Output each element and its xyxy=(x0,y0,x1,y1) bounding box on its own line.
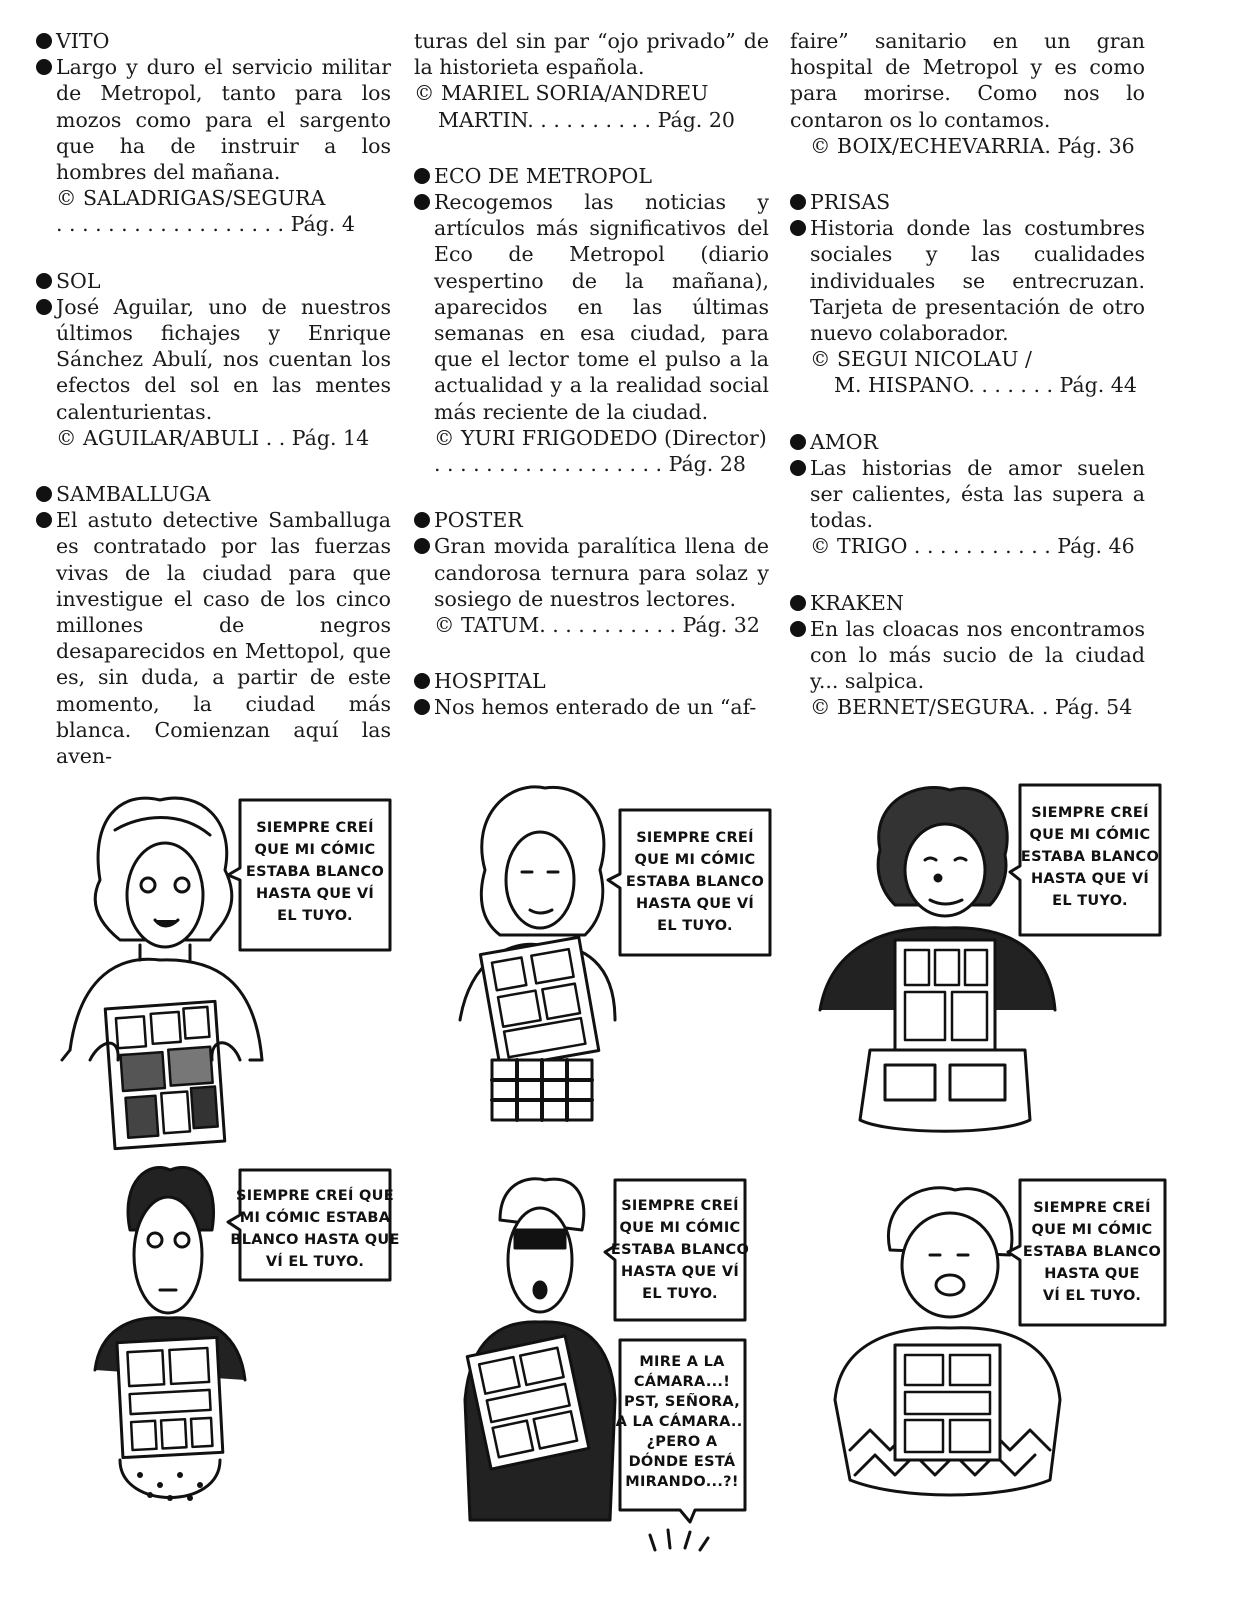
entry-title: POSTER xyxy=(434,508,523,533)
bubble-line: HASTA QUE VÍ xyxy=(1030,871,1150,887)
bullet-icon xyxy=(790,220,806,236)
entry-description: Recogemos las noticias y artículos más significativos del Eco de Metropol (diario vespertino de la mañana), aparecidos en las últimas semanas en esa ciudad, para que el lector tome el pulso a la actualidad y a la realidad social más reciente de la ciudad. xyxy=(434,190,769,424)
bubble-line: EL TUYO. xyxy=(642,1286,718,1302)
entry-kraken xyxy=(790,590,1145,721)
bubble-line: HASTA QUE xyxy=(1044,1266,1140,1282)
speech-bubble-3 xyxy=(1010,785,1160,935)
entry-page: . . . . . . . . . . . . . . . . . . Pág. 4 xyxy=(56,212,355,237)
entry-eco-de-metropol xyxy=(414,163,769,477)
speech-bubble-5 xyxy=(605,1180,749,1320)
bubble-line: SIEMPRE CREÍ xyxy=(1031,805,1149,821)
entry-description: José Aguilar, uno de nuestros últimos fichajes y Enrique Sánchez Abulí, nos cuentan los efectos del sol en las mentes calenturientas. xyxy=(56,294,391,424)
entry-amor xyxy=(790,429,1145,560)
bubble-line: ESTABA BLANCO xyxy=(1020,849,1160,865)
bubble-line: ¿PERO A xyxy=(646,1434,718,1450)
entry-sol xyxy=(36,268,391,451)
woman-figure-2 xyxy=(460,787,615,1120)
entry-hospital xyxy=(414,668,769,720)
entry-description-continued: faire” sanitario en un gran hospital de Metropol y es como para morirse. Como nos lo contaron os lo contamos. xyxy=(790,29,1145,132)
entry-credit: © SALADRIGAS/SEGURA xyxy=(56,186,326,211)
bubble-line: BLANCO HASTA QUE xyxy=(230,1232,400,1248)
bubble-line: ESTABA BLANCO xyxy=(245,864,385,880)
bullet-icon xyxy=(36,299,52,315)
entry-title: SAMBALLUGA xyxy=(56,482,211,507)
speech-bubble-4 xyxy=(228,1170,400,1280)
bullet-icon xyxy=(36,486,52,502)
bullet-icon xyxy=(790,434,806,450)
bubble-line: A LA CÁMARA... xyxy=(615,1414,749,1430)
bubble-line: SIEMPRE CREÍ xyxy=(636,830,754,846)
entry-credit: © BERNET/SEGURA. . Pág. 54 xyxy=(810,695,1133,720)
bullet-icon xyxy=(790,194,806,210)
speech-bubble-1 xyxy=(228,800,390,950)
bubble-line: EL TUYO. xyxy=(657,918,733,934)
speech-bubble-6 xyxy=(616,1340,749,1522)
bubble-line: SIEMPRE CREÍ xyxy=(256,820,374,836)
bubble-line: MIRE A LA xyxy=(639,1354,725,1370)
entry-title: AMOR xyxy=(810,429,879,454)
comic-illustration xyxy=(0,760,1237,1600)
bubble-line: QUE MI CÓMIC xyxy=(1031,1222,1153,1238)
entry-vito xyxy=(36,28,391,238)
entry-title: KRAKEN xyxy=(810,590,904,615)
bullet-icon xyxy=(414,699,430,715)
bubble-line: ESTABA BLANCO xyxy=(1022,1244,1162,1260)
entry-description: Largo y duro el servicio militar de Metropol, tanto para los mozos como para el sargento que ha de instruir a los hombres del mañana. xyxy=(56,55,391,185)
bubble-line: EL TUYO. xyxy=(277,908,353,924)
entry-description: En las cloacas nos encontramos con lo más sucio de la ciudad y... salpica. xyxy=(810,616,1145,694)
woman-figure-1 xyxy=(62,798,262,1149)
entry-credit: © SEGUI NICOLAU / xyxy=(810,347,1032,372)
bullet-icon xyxy=(790,621,806,637)
entry-description: Gran movida paralítica llena de candorosa ternura para solaz y sosiego de nuestros lectores. xyxy=(434,534,769,611)
entry-credit: © AGUILAR/ABULI . . Pág. 14 xyxy=(56,425,370,450)
bubble-line: HASTA QUE VÍ xyxy=(635,896,755,912)
bubble-line: QUE MI CÓMIC xyxy=(619,1220,741,1236)
bullet-icon xyxy=(36,512,52,528)
bullet-icon xyxy=(36,273,52,289)
bullet-icon xyxy=(414,194,430,210)
entry-description: El astuto detective Samballuga es contratado por las fuerzas vivas de la ciudad para que investigue el caso de los cinco millones de negros desaparecidos en Mettopol, que es, sin duda, a partir de este momento, la ciudad más blanca. Comienzan aquí las aven- xyxy=(56,508,391,769)
woman-figure-4 xyxy=(95,1168,245,1502)
bullet-icon xyxy=(414,168,430,184)
entry-hospital-continued xyxy=(790,28,1145,159)
bullet-icon xyxy=(36,33,52,49)
speech-bubble-7 xyxy=(1008,1180,1165,1325)
entry-description: Historia donde las costumbres sociales y las cualidades individuales se entrecruzan. Tarjeta de presentación de otro nuevo colaborador. xyxy=(810,216,1145,346)
bullet-icon xyxy=(790,595,806,611)
bubble-line: SIEMPRE CREÍ xyxy=(621,1198,739,1214)
bubble-line: MI CÓMIC ESTABA xyxy=(239,1210,391,1226)
entry-title: VITO xyxy=(56,29,110,53)
entry-poster xyxy=(414,507,769,638)
bubble-line: ESTABA BLANCO xyxy=(610,1242,750,1258)
entry-description-continued: turas del sin par “ojo privado” de la historieta española. xyxy=(414,29,769,80)
bubble-line: SIEMPRE CREÍ QUE xyxy=(236,1188,394,1204)
entry-description: Las historias de amor suelen ser calientes, ésta las supera a todas. xyxy=(810,455,1145,533)
bubble-line: ESTABA BLANCO xyxy=(625,874,765,890)
bubble-line: SIEMPRE CREÍ xyxy=(1033,1200,1151,1216)
bubble-line: DÓNDE ESTÁ xyxy=(628,1454,736,1470)
entry-credit: © MARIEL SORIA/ANDREU xyxy=(414,81,709,106)
bubble-line: QUE MI CÓMIC xyxy=(254,842,376,858)
bubble-line: VÍ EL TUYO. xyxy=(1042,1288,1142,1304)
bubble-line: QUE MI CÓMIC xyxy=(1029,827,1151,843)
bubble-line: VÍ EL TUYO. xyxy=(265,1254,365,1270)
bubble-line: PST, SEÑORA, xyxy=(623,1394,741,1410)
speech-bubble-2 xyxy=(608,810,770,955)
bubble-line: MIRANDO...?! xyxy=(625,1474,739,1490)
index-column-1 xyxy=(36,28,391,799)
bullet-icon xyxy=(36,59,52,75)
entry-title: SOL xyxy=(56,268,101,293)
entry-prisas xyxy=(790,189,1145,399)
bubble-line: EL TUYO. xyxy=(1052,893,1128,909)
entry-samballuga xyxy=(36,481,391,769)
entry-description: Nos hemos enterado de un “af- xyxy=(434,695,757,720)
bullet-icon xyxy=(414,538,430,554)
entry-credit: © TRIGO . . . . . . . . . . . Pág. 46 xyxy=(810,534,1135,559)
entry-samballuga-continued xyxy=(414,28,769,133)
bubble-line: HASTA QUE VÍ xyxy=(255,886,375,902)
bullet-icon xyxy=(790,460,806,476)
bubble-line: QUE MI CÓMIC xyxy=(634,852,756,868)
bubble-line: CÁMARA...! xyxy=(633,1374,731,1390)
man-figure-5 xyxy=(465,1179,615,1520)
index-column-3 xyxy=(790,28,1145,751)
bullet-icon xyxy=(414,512,430,528)
entry-page: . . . . . . . . . . . . . . . . . . Pág. 28 xyxy=(434,452,746,477)
entry-credit: © TATUM. . . . . . . . . . . Pág. 32 xyxy=(434,613,760,638)
index-column-2 xyxy=(414,28,769,751)
entry-title: PRISAS xyxy=(810,190,891,215)
entry-credit: © BOIX/ECHEVARRIA. Pág. 36 xyxy=(810,133,1135,158)
entry-credit-page: M. HISPANO. . . . . . . Pág. 44 xyxy=(834,373,1137,398)
entry-title: ECO DE METROPOL xyxy=(434,163,652,188)
entry-title: HOSPITAL xyxy=(434,669,546,694)
entry-credit: © YURI FRIGODEDO (Director) xyxy=(434,425,767,450)
exclamation-marks-icon xyxy=(650,1530,708,1550)
entry-credit-page: MARTIN. . . . . . . . . . Pág. 20 xyxy=(438,107,735,132)
bubble-line: HASTA QUE VÍ xyxy=(620,1264,740,1280)
bullet-icon xyxy=(414,673,430,689)
